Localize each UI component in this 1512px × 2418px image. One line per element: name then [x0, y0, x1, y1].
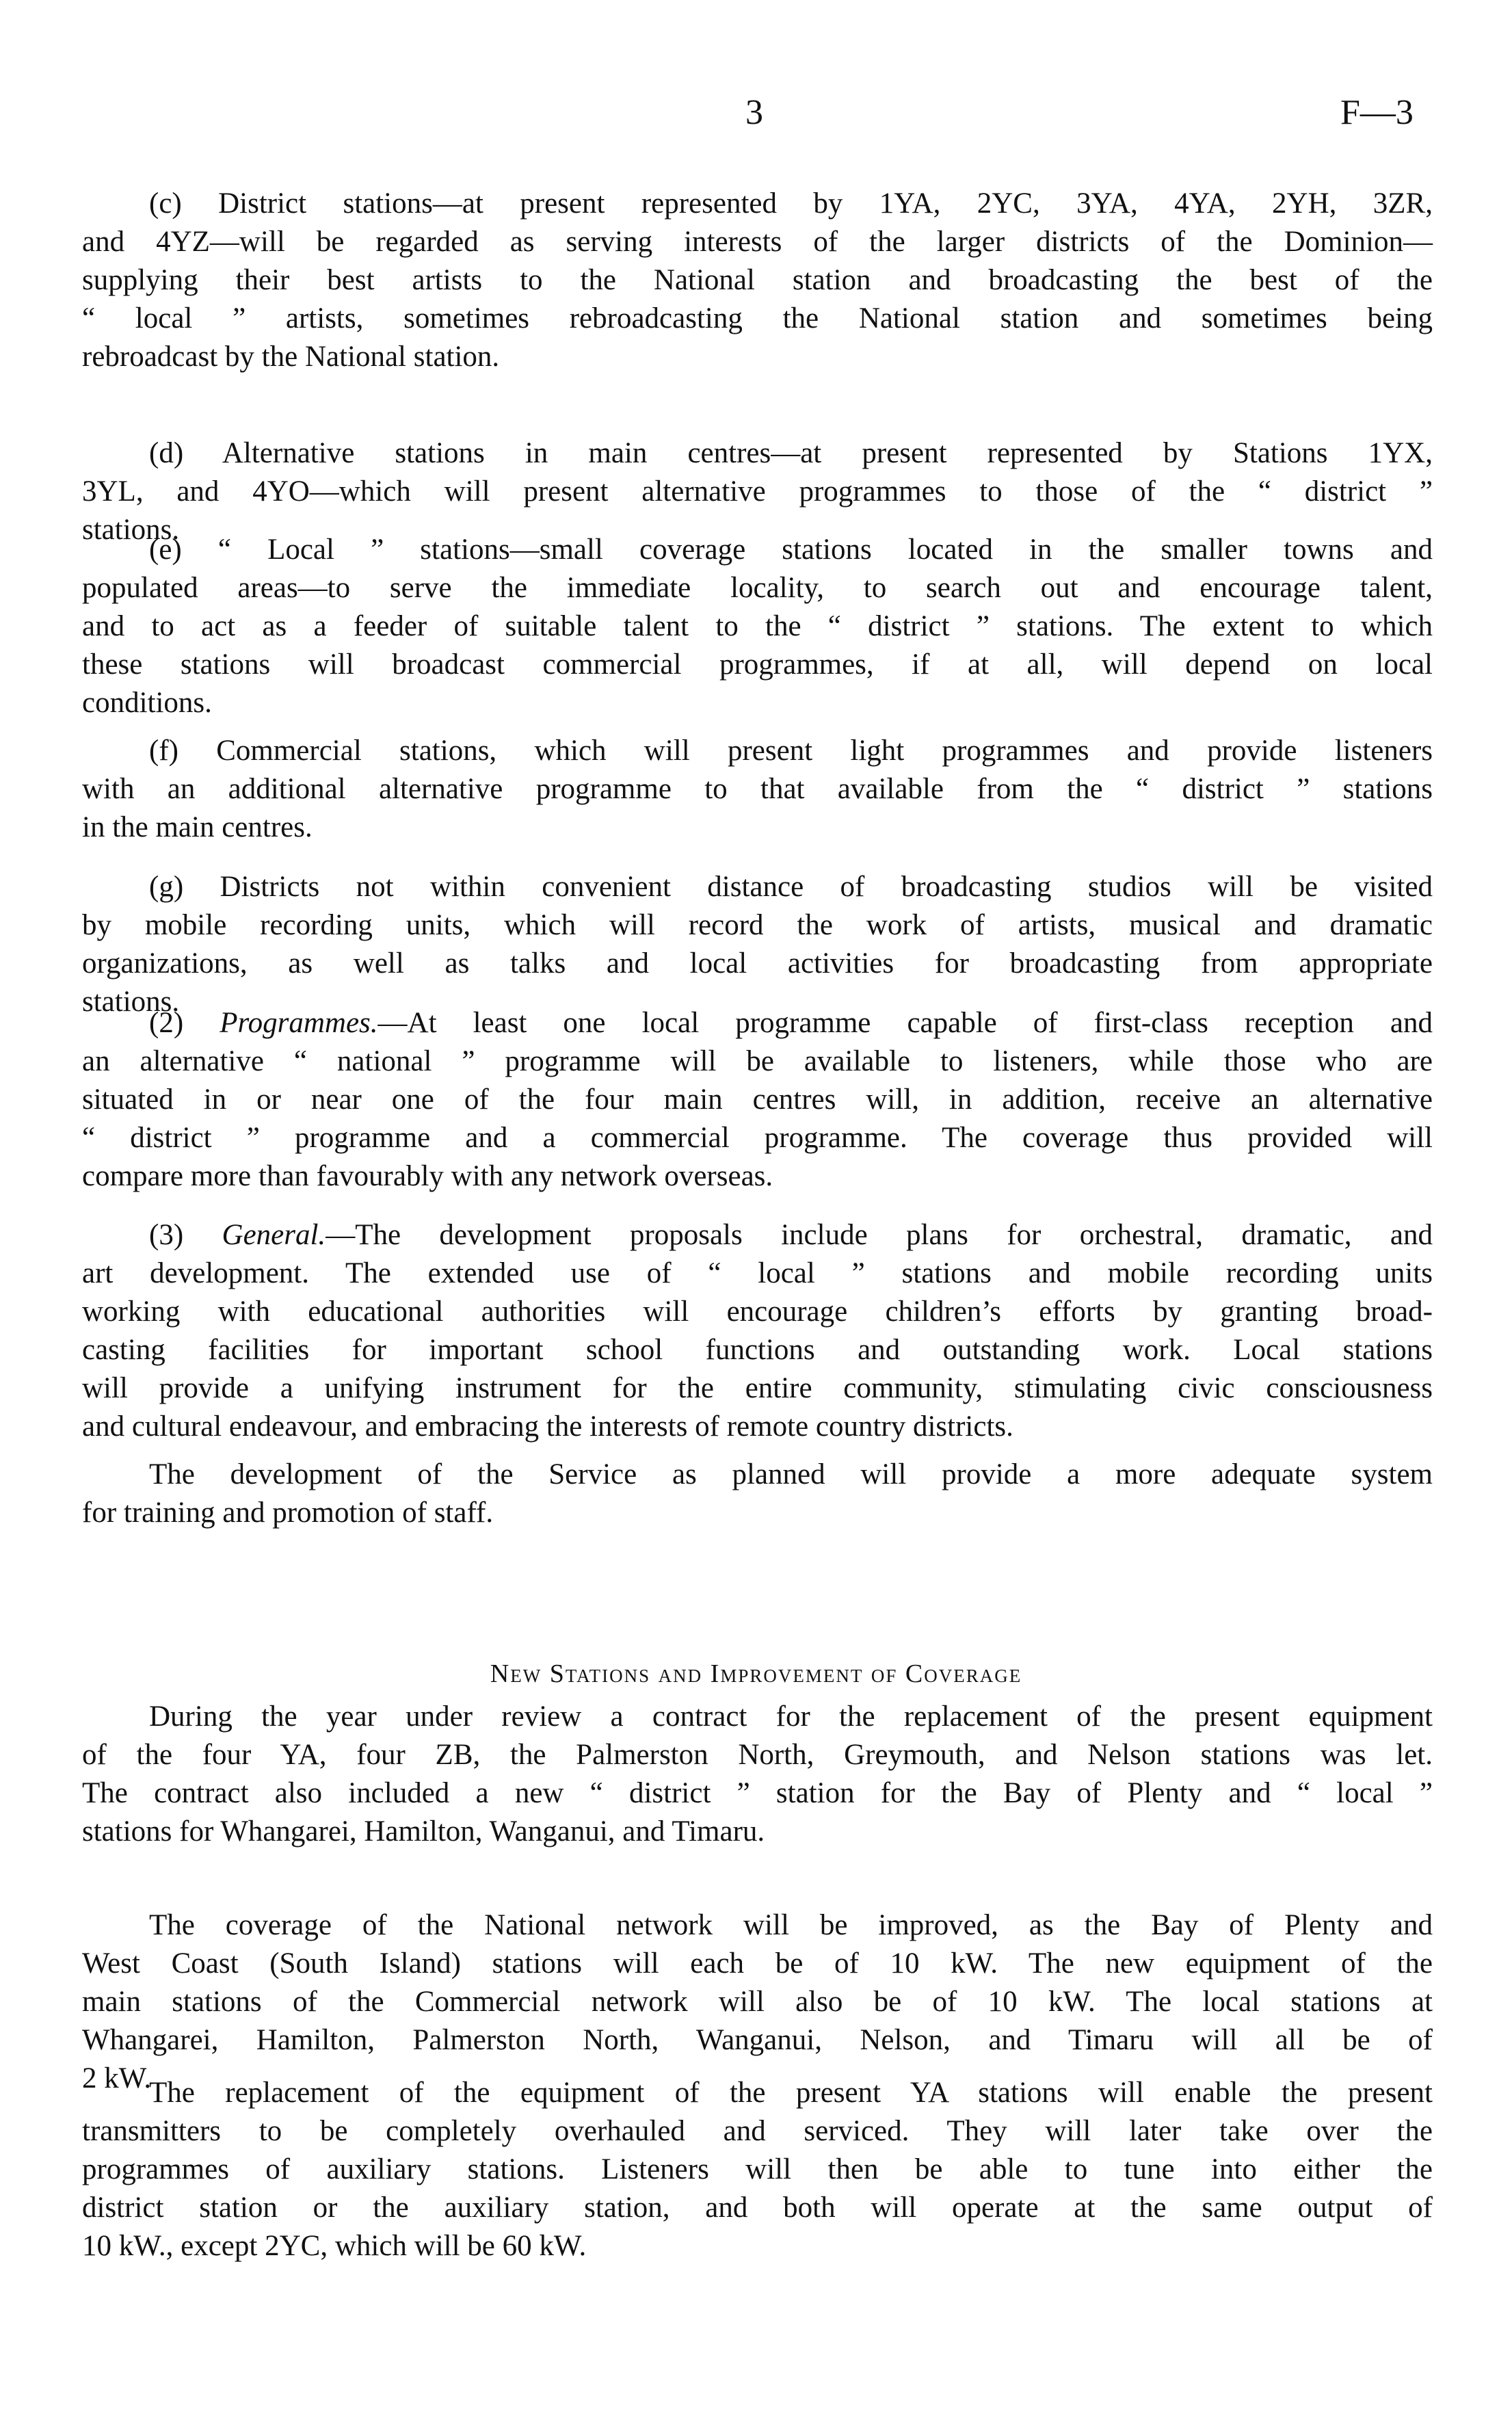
text-line: conditions. — [82, 687, 212, 719]
text-line: with an additional alternative programme to that available from the “ district ” stations — [82, 773, 1433, 805]
text-line: The contract also included a new “ district ” station for the Bay of Plenty and “ local ” — [82, 1777, 1433, 1809]
paragraph-local-stations — [82, 531, 1433, 722]
text-line: The development of the Service as planned will provide a more adequate system — [149, 1458, 1433, 1490]
text-line: (f) Commercial stations, which will present light programmes and provide listeners — [149, 735, 1433, 767]
text-line: supplying their best artists to the National station and broadcasting the best of the — [82, 264, 1433, 296]
text-line: art development. The extended use of “ local ” stations and mobile recording units — [82, 1257, 1433, 1289]
text-line: “ district ” programme and a commercial programme. The coverage thus provided will — [82, 1122, 1433, 1154]
text-line: The replacement of the equipment of the present YA stations will enable the present — [149, 2077, 1433, 2109]
paragraph-staff — [82, 1456, 1433, 1532]
text-line: stations. — [82, 986, 180, 1018]
text-line: will provide a unifying instrument for the entire community, stimulating civic consciousness — [82, 1372, 1433, 1404]
document-code: F—3 — [1340, 93, 1414, 132]
text-line: main stations of the Commercial network will also be of 10 kW. The local stations at — [82, 1986, 1433, 2018]
text-line: (2) Programmes.—At least one local programme capable of first-class reception and — [149, 1007, 1433, 1039]
text-line: in the main centres. — [82, 811, 313, 843]
text-line: an alternative “ national ” programme will be available to listeners, while those who are — [82, 1045, 1433, 1077]
text-line: by mobile recording units, which will record the work of artists, musical and dramatic — [82, 909, 1433, 941]
text-line: The coverage of the National network will be improved, as the Bay of Plenty and — [149, 1909, 1433, 1941]
text-line: and to act as a feeder of suitable talent to the “ district ” stations. The extent to which — [82, 610, 1433, 642]
paragraph-general — [82, 1216, 1433, 1446]
text-line: 10 kW., except 2YC, which will be 60 kW. — [82, 2230, 587, 2262]
paragraph-mobile-units — [82, 868, 1433, 1021]
text-line: working with educational authorities will encourage children’s efforts by granting broad- — [82, 1296, 1433, 1328]
text-line: rebroadcast by the National station. — [82, 341, 500, 373]
text-line: and 4YZ—will be regarded as serving interests of the larger districts of the Dominion— — [82, 226, 1433, 258]
text-line: programmes of auxiliary stations. Listeners will then be able to tune into either the — [82, 2153, 1433, 2185]
paragraph-district-stations — [82, 185, 1433, 376]
text-line: 3YL, and 4YO—which will present alternative programmes to those of the “ district ” — [82, 475, 1433, 508]
text-line: for training and promotion of staff. — [82, 1497, 494, 1529]
text-line: these stations will broadcast commercial programmes, if at all, will depend on local — [82, 648, 1433, 681]
paragraph-coverage — [82, 1906, 1433, 2098]
text-line: (c) District stations—at present represented by 1YA, 2YC, 3YA, 4YA, 2YH, 3ZR, — [149, 187, 1433, 220]
text-line: populated areas—to serve the immediate locality, to search out and encourage talent, — [82, 572, 1433, 604]
text-line: West Coast (South Island) stations will each be of 10 kW. The new equipment of the — [82, 1947, 1433, 1980]
text-line: transmitters to be completely overhauled and serviced. They will later take over the — [82, 2115, 1433, 2147]
text-line: (g) Districts not within convenient distance of broadcasting studios will be visited — [149, 871, 1433, 903]
text-line: district station or the auxiliary station, and both will operate at the same output of — [82, 2192, 1433, 2224]
text-line: Whangarei, Hamilton, Palmerston North, Wanganui, Nelson, and Timaru will all be of — [82, 2024, 1433, 2056]
text-line: and cultural endeavour, and embracing the interests of remote country districts. — [82, 1410, 1013, 1443]
page-number: 3 — [745, 93, 763, 132]
text-line: stations. — [82, 514, 180, 546]
text-line: situated in or near one of the four main centres will, in addition, receive an alternative — [82, 1083, 1433, 1116]
text-line: (d) Alternative stations in main centres—at present represented by Stations 1YX, — [149, 437, 1433, 469]
text-line: During the year under review a contract for the replacement of the present equipment — [149, 1700, 1433, 1733]
text-line: compare more than favourably with any network overseas. — [82, 1160, 773, 1192]
paragraph-commercial-stations — [82, 732, 1433, 847]
text-line: stations for Whangarei, Hamilton, Wanganui, and Timaru. — [82, 1815, 765, 1848]
text-line: organizations, as well as talks and local activities for broadcasting from appropriate — [82, 947, 1433, 980]
paragraph-programmes — [82, 1004, 1433, 1196]
text-line: “ local ” artists, sometimes rebroadcasting the National station and sometimes being — [82, 302, 1433, 334]
paragraph-replacement — [82, 2074, 1433, 2265]
text-line: 2 kW. — [82, 2062, 152, 2094]
text-line: (e) “ Local ” stations—small coverage stations located in the smaller towns and — [149, 534, 1433, 566]
text-line: (3) General.—The development proposals include plans for orchestral, dramatic, and — [149, 1219, 1433, 1251]
text-line: of the four YA, four ZB, the Palmerston North, Greymouth, and Nelson stations was let. — [82, 1739, 1433, 1771]
text-line: casting facilities for important school functions and outstanding work. Local stations — [82, 1334, 1433, 1366]
paragraph-contract — [82, 1698, 1433, 1851]
section-heading: New Stations and Improvement of Coverage — [490, 1659, 1022, 1688]
